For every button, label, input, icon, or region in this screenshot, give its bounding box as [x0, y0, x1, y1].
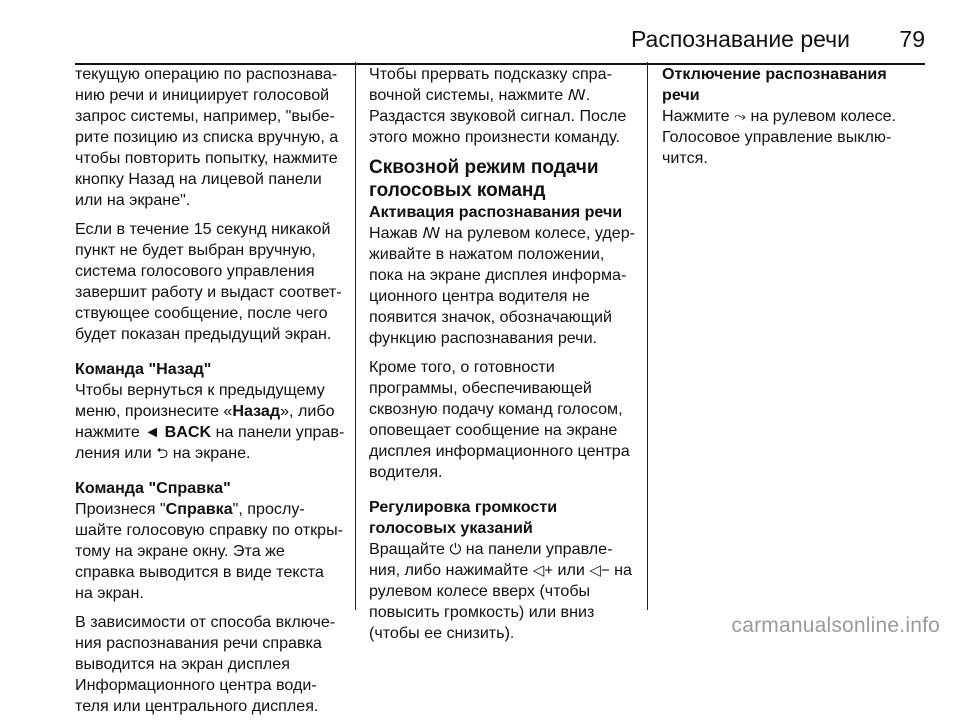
paragraph-help-command — [75, 499, 345, 604]
text: на панели управ-ления или — [75, 423, 345, 462]
paragraph-disable — [662, 106, 927, 169]
page-number: 79 — [899, 26, 925, 52]
text: или — [553, 561, 590, 579]
column-divider-left — [355, 62, 356, 610]
paragraph-interrupt — [369, 64, 637, 148]
text: на рулевом колесе вверх (чтобы повысить громкость) или вниз (чтобы ее снизить). — [369, 561, 633, 642]
volume-down-icon: ◁− — [589, 562, 610, 579]
voice-icon: ꟿ — [567, 87, 586, 104]
text: . — [585, 86, 591, 104]
paragraph-volume — [369, 539, 637, 644]
text: на рулевом колесе, удер-живайте в нажатом положении, пока на экране дисплея информа-ционного центра водителя не появится значок, обозначающий функцию распознавания речи. — [369, 224, 636, 347]
page-header — [0, 22, 960, 62]
voice-off-icon: ⤳ — [734, 108, 747, 125]
text: Нажав — [369, 224, 423, 242]
text: », либо нажмите — [75, 402, 335, 441]
paragraph-readiness: Кроме того, о готовности программы, обеспечивающей сквозную подачу команд голосом, оповещает сообщение на экране дисплея информационного центра водителя. — [369, 358, 630, 481]
return-icon: ⮌ — [156, 445, 169, 462]
text: Вращайте — [369, 540, 450, 558]
text: Произнеся " — [75, 500, 166, 518]
column-divider-right — [647, 62, 648, 610]
paragraph-timeout: Если в течение 15 секунд никакой пункт не будет выбран вручную, система голосового управления завершит работу и выдаст соответ-ствующее сообщение, после чего будет показан предыдущий экран. — [75, 220, 342, 343]
back-button-label: ◄ BACK — [144, 423, 212, 441]
keyword-back: Назад — [232, 402, 281, 420]
text: Чтобы вернуться к предыдущему меню, произнесите « — [75, 381, 325, 420]
paragraph-back-command — [75, 380, 345, 464]
paragraph-activation — [369, 223, 637, 349]
page-title: Распознавание речи — [630, 26, 850, 52]
column-left — [75, 64, 345, 725]
voice-icon: ꟿ — [422, 225, 441, 242]
keyword-help: Справка — [165, 500, 233, 518]
volume-up-icon: ◁+ — [532, 562, 554, 579]
text: ", прослу-шайте голосовую справку по откры-тому на экране окну. Эта же справка выводится в виде текста на экран. — [75, 500, 344, 602]
column-right — [662, 64, 927, 177]
text: Нажмите — [662, 107, 735, 125]
power-knob-icon: ⏻ — [449, 541, 462, 558]
section-heading-passthrough: Сквозной режим подачи голосовых команд — [369, 157, 599, 201]
text: на панели управле-ния, либо нажимайте — [369, 540, 613, 579]
paragraph-help-display: В зависимости от способа включе-ния распознавания речи справка выводится на экран дисплея Информационного центра води-теля или центрального дисплея. — [75, 613, 336, 715]
column-middle — [369, 64, 637, 652]
heading-disable: Отключение распознавания речи — [662, 65, 887, 104]
heading-activation: Активация распознавания речи — [369, 203, 623, 221]
heading-back-command: Команда "Назад" — [75, 360, 212, 378]
text: Раздастся звуковой сигнал. После этого можно произнести команду. — [369, 107, 627, 146]
text: на рулевом колесе. Голосовое управление выклю-чится. — [662, 107, 897, 167]
text: Чтобы прервать подсказку спра-вочной системы, нажмите — [369, 65, 612, 104]
text: на экране. — [168, 444, 251, 462]
heading-volume: Регулировка громкости голосовых указаний — [369, 498, 558, 537]
watermark: carmanualsonline.info — [731, 614, 940, 637]
paragraph-intro: текущую операцию по распознава-нию речи и инициирует голосовой запрос системы, например, "выбе-рите позицию из списка вручную, а чтобы повторить попытку, нажмите кнопку Назад на лицевой панели или на экране". — [75, 65, 339, 209]
heading-help-command: Команда "Справка" — [75, 479, 231, 497]
